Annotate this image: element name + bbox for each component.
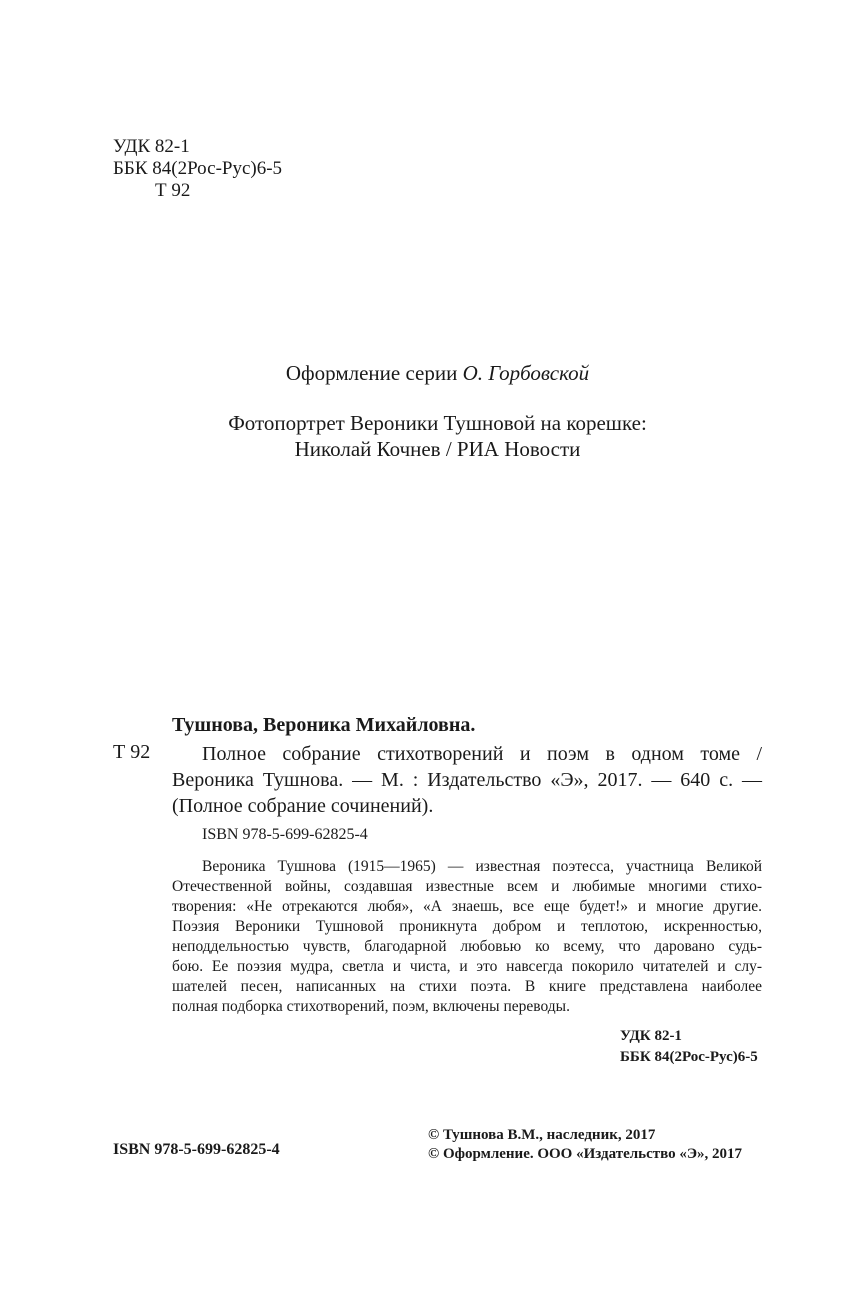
author-mark: Т 92 [155,180,191,201]
catalog-isbn: ISBN 978-5-699-62825-4 [202,826,368,843]
catalog-description-line: Вероника Тушнова. — М. : Издательство «Э», 2017. — 640 с. — [172,769,762,791]
annotation-line: Отечественной войны, создавшая известные всем и любимые многими стихо- [172,878,762,895]
annotation-line: неподдельностью чувств, благодарной любовью ко всему, что даровано судь- [172,938,762,955]
photo-credit-line-2: Николай Кочнев / РИА Новости [294,437,581,461]
photo-credit-line-1: Фотопортрет Вероники Тушновой на корешке: [228,411,647,435]
annotation-line: творения: «Не отрекаются любя», «А знаешь, все еще будет!» и многие другие. [172,898,762,915]
catalog-description [172,741,762,819]
annotation [172,857,762,1017]
catalog-classification-codes [620,1026,758,1068]
catalog-author-heading: Тушнова, Вероника Михайловна. [172,714,476,736]
series-design-label: Оформление серии [285,361,463,385]
catalog-author-mark: Т 92 [113,741,151,763]
classification-codes [113,136,282,202]
annotation-line: шателей песен, написанных на стихи поэта. В книге представлена наиболее [172,978,762,995]
annotation-line: полная подборка стихотворений, поэм, включены переводы. [172,998,570,1015]
copyright-block [428,1126,742,1164]
catalog-udk-code: УДК 82-1 [620,1028,682,1044]
series-design-credit [0,360,845,386]
series-designer-name: О. Горбовской [462,361,590,385]
catalog-bbk-code: ББК 84(2Рос-Рус)6-5 [620,1049,758,1065]
catalog-description-line: (Полное собрание сочинений). [172,795,434,817]
annotation-line: бою. Ее поэзия мудра, светла и чиста, и это навсегда покорило читателей и слу- [172,958,762,975]
copyright-author: © Тушнова В.М., наследник, 2017 [428,1127,656,1143]
annotation-line: Поэзия Вероники Тушновой проникнута добром и теплотою, искренностью, [172,918,762,935]
copyright-design: © Оформление. ООО «Издательство «Э», 2017 [428,1146,743,1162]
catalog-description-line: Полное собрание стихотворений и поэм в одном томе / [202,743,762,765]
bbk-code: ББК 84(2Рос-Рус)6-5 [113,158,283,179]
footer-isbn: ISBN 978-5-699-62825-4 [113,1141,280,1158]
annotation-line: Вероника Тушнова (1915—1965) — известная поэтесса, участница Великой [202,858,762,875]
photo-credit [0,410,845,462]
udk-code: УДК 82-1 [113,136,190,157]
